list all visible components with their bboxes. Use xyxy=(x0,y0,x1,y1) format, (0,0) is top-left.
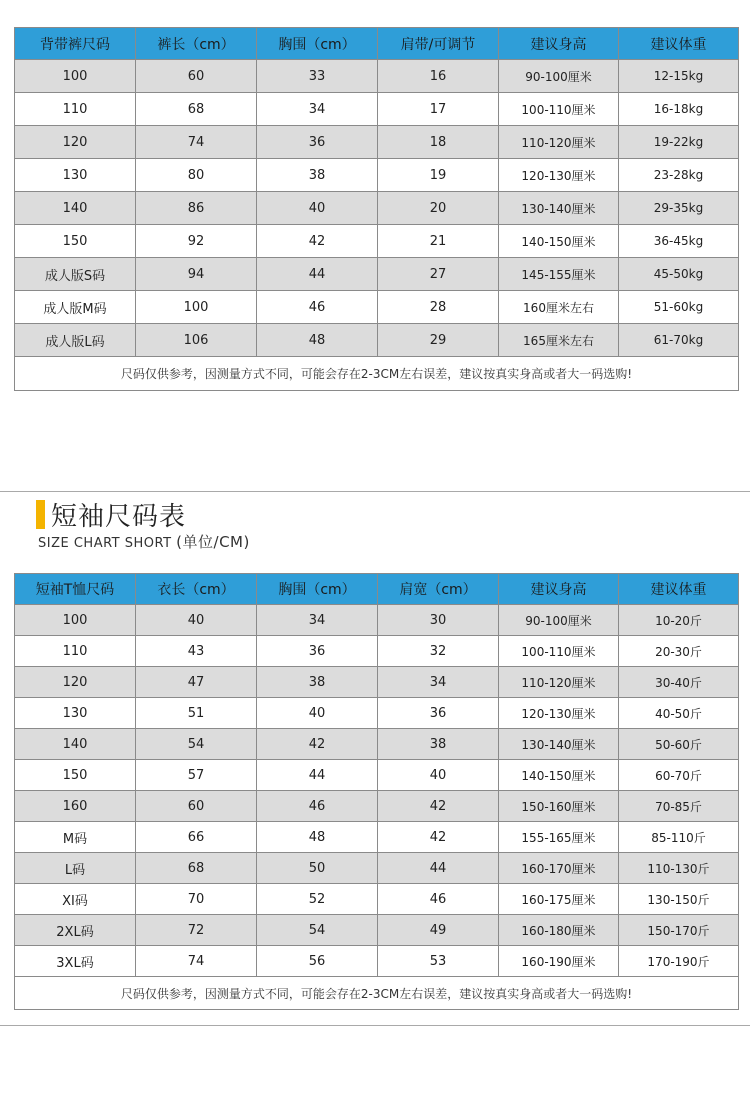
table-cell: 57 xyxy=(136,760,257,791)
table-cell: 16 xyxy=(378,60,499,93)
table-cell: 46 xyxy=(257,291,378,324)
table-row xyxy=(15,946,739,977)
table-cell: 29-35kg xyxy=(619,192,739,225)
table-cell: 30 xyxy=(378,605,499,636)
table-cell: 47 xyxy=(136,667,257,698)
table-cell: 110-120厘米 xyxy=(499,667,619,698)
table-cell: 110 xyxy=(15,636,136,667)
table-row xyxy=(15,791,739,822)
table-cell: 165厘米左右 xyxy=(499,324,619,357)
table-cell: 16-18kg xyxy=(619,93,739,126)
table-row xyxy=(15,324,739,357)
table-cell: 100 xyxy=(15,605,136,636)
table-cell: 51 xyxy=(136,698,257,729)
table-row xyxy=(15,159,739,192)
table-row xyxy=(15,884,739,915)
table-cell: 68 xyxy=(136,853,257,884)
table-row xyxy=(15,760,739,791)
table-cell: 成人版S码 xyxy=(15,258,136,291)
table-cell: 86 xyxy=(136,192,257,225)
table-cell: 38 xyxy=(257,667,378,698)
table-row xyxy=(15,126,739,159)
table-cell: 60 xyxy=(136,60,257,93)
table-cell: 56 xyxy=(257,946,378,977)
header-length: 衣长（cm） xyxy=(136,574,257,605)
table-cell: 120-130厘米 xyxy=(499,698,619,729)
table-cell: 53 xyxy=(378,946,499,977)
section-subtitle xyxy=(38,531,250,552)
table-cell: 17 xyxy=(378,93,499,126)
table-cell: 100-110厘米 xyxy=(499,636,619,667)
table-cell: 160-175厘米 xyxy=(499,884,619,915)
note-row xyxy=(15,357,739,391)
size-note: 尺码仅供参考，因测量方式不同，可能会存在2-3CM左右误差，建议按真实身高或者大一码选购! xyxy=(15,357,739,391)
section-title: 短袖尺码表 xyxy=(51,502,187,532)
section-divider xyxy=(0,491,750,492)
table-cell: 32 xyxy=(378,636,499,667)
table-row xyxy=(15,60,739,93)
table-cell: 43 xyxy=(136,636,257,667)
header-chest: 胸围（cm） xyxy=(257,574,378,605)
table-cell: 140-150厘米 xyxy=(499,225,619,258)
table-cell: 60-70斤 xyxy=(619,760,739,791)
table-cell: 36 xyxy=(257,636,378,667)
table-cell: 170-190斤 xyxy=(619,946,739,977)
header-shoulder: 肩宽（cm） xyxy=(378,574,499,605)
table-cell: 50 xyxy=(257,853,378,884)
header-pants-length: 裤长（cm） xyxy=(136,28,257,60)
table-row xyxy=(15,258,739,291)
table-cell: 48 xyxy=(257,822,378,853)
table-cell: 54 xyxy=(257,915,378,946)
header-size: 短袖T恤尺码 xyxy=(15,574,136,605)
table-row xyxy=(15,667,739,698)
table-cell: 92 xyxy=(136,225,257,258)
table-cell: XI码 xyxy=(15,884,136,915)
accent-bar xyxy=(36,500,45,529)
table-cell: 150-160厘米 xyxy=(499,791,619,822)
table-cell: 110-120厘米 xyxy=(499,126,619,159)
table-cell: 100 xyxy=(15,60,136,93)
table-cell: 42 xyxy=(257,225,378,258)
table-cell: 60 xyxy=(136,791,257,822)
table-cell: 36 xyxy=(257,126,378,159)
table-cell: 20-30斤 xyxy=(619,636,739,667)
table-cell: 94 xyxy=(136,258,257,291)
table-cell: 44 xyxy=(257,258,378,291)
table-cell: 160-170厘米 xyxy=(499,853,619,884)
table-cell: 42 xyxy=(378,822,499,853)
table-row xyxy=(15,853,739,884)
table-cell: 44 xyxy=(378,853,499,884)
table-cell: 33 xyxy=(257,60,378,93)
table-cell: 100-110厘米 xyxy=(499,93,619,126)
table-cell: 140 xyxy=(15,729,136,760)
table-cell: 106 xyxy=(136,324,257,357)
table-cell: 74 xyxy=(136,126,257,159)
header-weight: 建议体重 xyxy=(619,574,739,605)
table-row xyxy=(15,636,739,667)
table-row xyxy=(15,192,739,225)
bottom-divider xyxy=(0,1025,750,1026)
table-cell: 36-45kg xyxy=(619,225,739,258)
header-size: 背带裤尺码 xyxy=(15,28,136,60)
table-cell: 2XL码 xyxy=(15,915,136,946)
table-cell: 38 xyxy=(257,159,378,192)
table-header-row xyxy=(15,574,739,605)
table-cell: 80 xyxy=(136,159,257,192)
table-cell: 120-130厘米 xyxy=(499,159,619,192)
table-cell: 45-50kg xyxy=(619,258,739,291)
table-cell: 30-40斤 xyxy=(619,667,739,698)
table-cell: 34 xyxy=(257,605,378,636)
table-cell: 49 xyxy=(378,915,499,946)
table-cell: 130-140厘米 xyxy=(499,729,619,760)
table-cell: 34 xyxy=(257,93,378,126)
table-cell: 46 xyxy=(257,791,378,822)
table-row xyxy=(15,291,739,324)
table-cell: 21 xyxy=(378,225,499,258)
table-cell: 150 xyxy=(15,225,136,258)
table-cell: 20 xyxy=(378,192,499,225)
table-cell: L码 xyxy=(15,853,136,884)
table-cell: 40-50斤 xyxy=(619,698,739,729)
table-row xyxy=(15,225,739,258)
table-row xyxy=(15,822,739,853)
table-cell: 成人版L码 xyxy=(15,324,136,357)
table-cell: 40 xyxy=(136,605,257,636)
table-cell: 66 xyxy=(136,822,257,853)
table-cell: 155-165厘米 xyxy=(499,822,619,853)
table-cell: 44 xyxy=(257,760,378,791)
table-row xyxy=(15,605,739,636)
table-cell: 40 xyxy=(257,698,378,729)
table-cell: M码 xyxy=(15,822,136,853)
table-cell: 38 xyxy=(378,729,499,760)
table-row xyxy=(15,698,739,729)
table-cell: 12-15kg xyxy=(619,60,739,93)
table-cell: 110-130斤 xyxy=(619,853,739,884)
table-cell: 42 xyxy=(257,729,378,760)
table-cell: 120 xyxy=(15,126,136,159)
unit-text: (单位/CM) xyxy=(176,533,250,551)
note-row xyxy=(15,977,739,1010)
table-row xyxy=(15,729,739,760)
table-cell: 130 xyxy=(15,698,136,729)
table-cell: 120 xyxy=(15,667,136,698)
table-cell: 40 xyxy=(257,192,378,225)
table-cell: 90-100厘米 xyxy=(499,605,619,636)
table-header-row xyxy=(15,28,739,60)
table-cell: 74 xyxy=(136,946,257,977)
table-cell: 54 xyxy=(136,729,257,760)
table-cell: 10-20斤 xyxy=(619,605,739,636)
table-cell: 成人版M码 xyxy=(15,291,136,324)
table-row xyxy=(15,93,739,126)
table-cell: 51-60kg xyxy=(619,291,739,324)
table-cell: 150-170斤 xyxy=(619,915,739,946)
table-cell: 3XL码 xyxy=(15,946,136,977)
table-cell: 52 xyxy=(257,884,378,915)
table-cell: 90-100厘米 xyxy=(499,60,619,93)
header-weight: 建议体重 xyxy=(619,28,739,60)
table-cell: 72 xyxy=(136,915,257,946)
table-cell: 46 xyxy=(378,884,499,915)
header-chest: 胸围（cm） xyxy=(257,28,378,60)
header-height: 建议身高 xyxy=(499,28,619,60)
table-cell: 145-155厘米 xyxy=(499,258,619,291)
table-cell: 130-150斤 xyxy=(619,884,739,915)
table-cell: 28 xyxy=(378,291,499,324)
table-row xyxy=(15,915,739,946)
table-cell: 36 xyxy=(378,698,499,729)
section-heading xyxy=(36,496,186,533)
table-cell: 40 xyxy=(378,760,499,791)
table-cell: 160-190厘米 xyxy=(499,946,619,977)
table-cell: 42 xyxy=(378,791,499,822)
table-cell: 85-110斤 xyxy=(619,822,739,853)
table-cell: 70-85斤 xyxy=(619,791,739,822)
table-cell: 61-70kg xyxy=(619,324,739,357)
table-cell: 130 xyxy=(15,159,136,192)
size-note: 尺码仅供参考，因测量方式不同，可能会存在2-3CM左右误差，建议按真实身高或者大一码选购! xyxy=(15,977,739,1010)
table-cell: 160 xyxy=(15,791,136,822)
table-cell: 150 xyxy=(15,760,136,791)
table-cell: 160厘米左右 xyxy=(499,291,619,324)
table-cell: 140-150厘米 xyxy=(499,760,619,791)
table-cell: 23-28kg xyxy=(619,159,739,192)
table-cell: 19 xyxy=(378,159,499,192)
table-cell: 130-140厘米 xyxy=(499,192,619,225)
header-strap: 肩带/可调节 xyxy=(378,28,499,60)
table-cell: 110 xyxy=(15,93,136,126)
subtitle-text: SIZE CHART SHORT xyxy=(38,536,172,551)
tshirt-size-table xyxy=(14,573,739,1010)
table-cell: 50-60斤 xyxy=(619,729,739,760)
table-cell: 34 xyxy=(378,667,499,698)
overalls-size-table xyxy=(14,27,739,391)
table-cell: 19-22kg xyxy=(619,126,739,159)
table-cell: 18 xyxy=(378,126,499,159)
header-height: 建议身高 xyxy=(499,574,619,605)
table-cell: 100 xyxy=(136,291,257,324)
table-cell: 27 xyxy=(378,258,499,291)
table-cell: 160-180厘米 xyxy=(499,915,619,946)
table-cell: 29 xyxy=(378,324,499,357)
table-cell: 48 xyxy=(257,324,378,357)
table-cell: 70 xyxy=(136,884,257,915)
table-cell: 140 xyxy=(15,192,136,225)
table-cell: 68 xyxy=(136,93,257,126)
